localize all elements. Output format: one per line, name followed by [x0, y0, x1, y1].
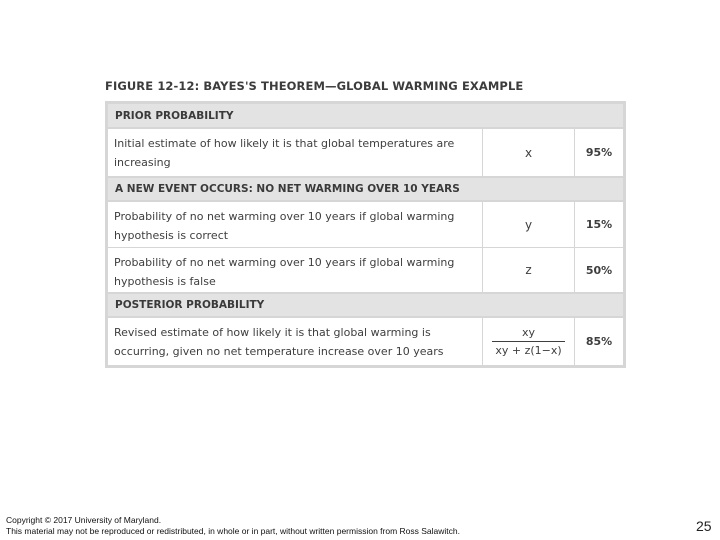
row-variable: x — [483, 129, 574, 176]
section-header-prior: PRIOR PROBABILITY — [108, 104, 623, 127]
table-row — [108, 129, 623, 176]
copyright-notice — [6, 515, 460, 537]
row-value: 15% — [575, 202, 623, 247]
section-header-new-event: A NEW EVENT OCCURS: NO NET WARMING OVER 10 YEARS — [108, 178, 623, 200]
table-row — [108, 318, 623, 365]
row-formula — [483, 318, 574, 365]
row-value: 50% — [575, 248, 623, 292]
formula-denominator: xy + z(1−x) — [492, 341, 564, 357]
row-description: Revised estimate of how likely it is that global warming is occurring, given no net temperature increase over 10 years — [108, 318, 482, 365]
row-value: 95% — [575, 129, 623, 176]
page-number: 25 — [696, 518, 712, 534]
row-value: 85% — [575, 318, 623, 365]
row-variable: y — [483, 202, 574, 247]
row-description: Probability of no net warming over 10 years if global warming hypothesis is false — [108, 248, 482, 292]
bayes-table — [105, 101, 626, 368]
copyright-line-2: This material may not be reproduced or redistributed, in whole or in part, without written permission from Ross Salawitch. — [6, 526, 460, 536]
row-description: Probability of no net warming over 10 years if global warming hypothesis is correct — [108, 202, 482, 247]
row-description: Initial estimate of how likely it is that global temperatures are increasing — [108, 129, 482, 176]
section-header-posterior: POSTERIOR PROBABILITY — [108, 294, 623, 316]
row-variable: z — [483, 248, 574, 292]
figure-title: FIGURE 12-12: BAYES'S THEOREM—GLOBAL WARMING EXAMPLE — [105, 79, 524, 93]
formula-numerator: xy — [521, 326, 536, 339]
copyright-line-1: Copyright © 2017 University of Maryland. — [6, 515, 162, 525]
bayes-formula — [492, 326, 564, 357]
table-row — [108, 202, 623, 247]
table-row — [108, 248, 623, 292]
